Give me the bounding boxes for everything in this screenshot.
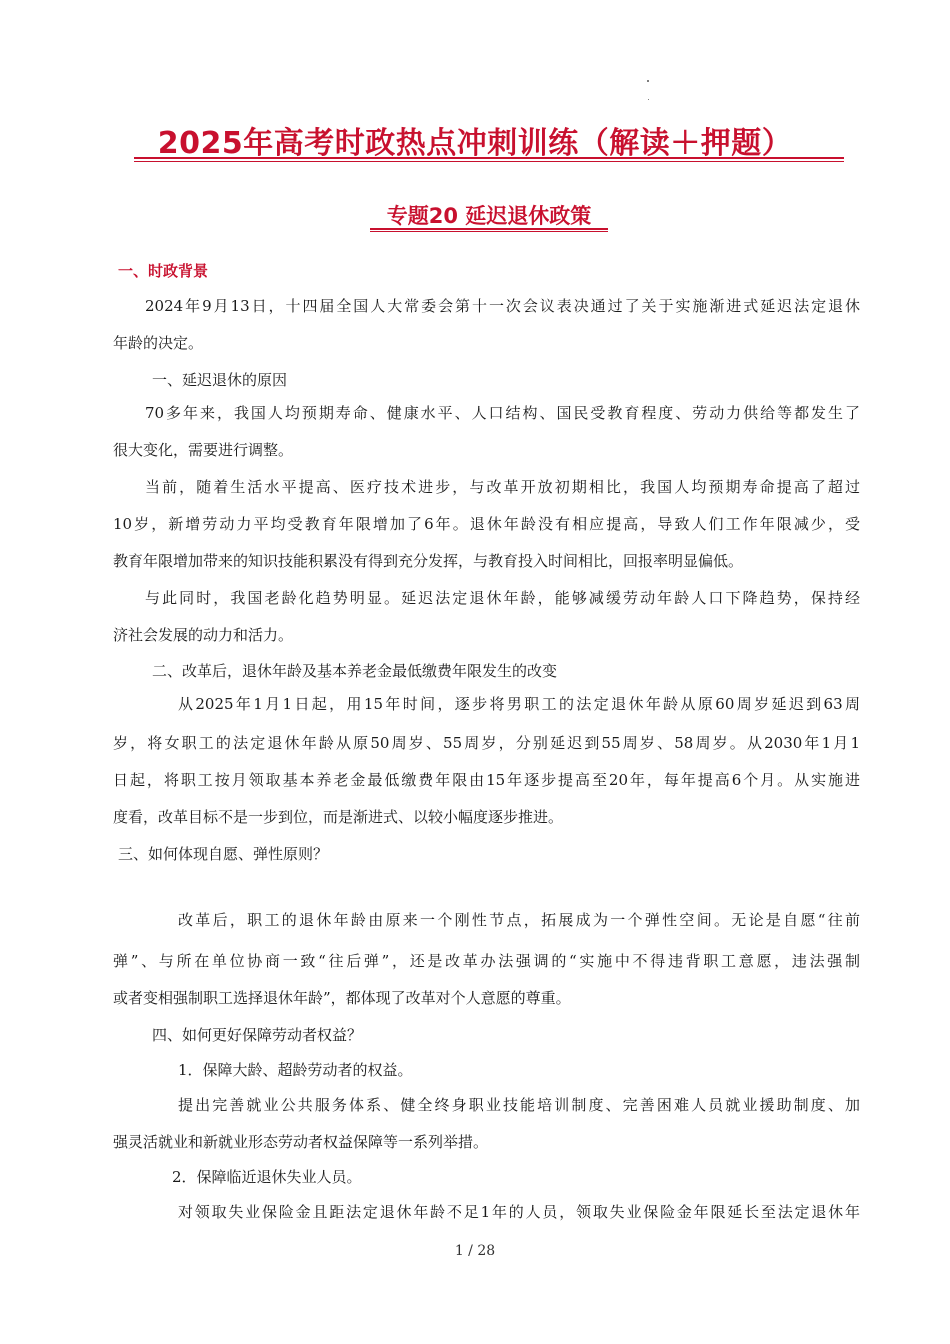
page-number: 1 / 28 [454, 1243, 496, 1259]
title-underline [134, 161, 844, 162]
subsection-heading: 一、延迟退休的原因 [152, 371, 288, 389]
body-line: 很大变化，需要进行调整。 [113, 441, 294, 459]
body-line: 从2025年1月1日起，用15年时间，逐步将男职工的法定退休年龄从原60周岁延迟到63周 [178, 695, 860, 713]
subtitle-underline [370, 228, 608, 230]
document-title: 2025年高考时政热点冲刺训练（解读＋押题） [157, 126, 793, 161]
body-line: 或者变相强制职工选择退休年龄”，都体现了改革对个人意愿的尊重。 [113, 989, 571, 1007]
body-line: 日起，将职工按月领取基本养老金最低缴费年限由15年逐步提高至20年，每年提高6个月。从实施进 [113, 771, 860, 789]
body-line: 2024年9月13日，十四届全国人大常委会第十一次会议表决通过了关于实施渐进式延迟法定退休 [145, 297, 860, 315]
scan-speck [648, 99, 649, 100]
body-line: 提出完善就业公共服务体系、健全终身职业技能培训制度、完善困难人员就业援助制度、加 [178, 1096, 860, 1114]
body-line: 教育年限增加带来的知识技能积累没有得到充分发挥，与教育投入时间相比，回报率明显偏低。 [113, 552, 744, 570]
subsection-heading: 二、改革后，退休年龄及基本养老金最低缴费年限发生的改变 [152, 662, 558, 680]
body-line: 度看，改革目标不是一步到位，而是渐进式、以较小幅度逐步推进。 [113, 808, 564, 826]
title-underline [134, 157, 844, 159]
list-item-heading: 2．保障临近退休失业人员。 [172, 1168, 362, 1186]
section-heading: 一、时政背景 [118, 262, 209, 280]
body-line: 与此同时，我国老龄化趋势明显。延迟法定退休年龄，能够减缓劳动年龄人口下降趋势，保持经 [145, 589, 860, 607]
body-line: 弹”、与所在单位协商一致“往后弹”，还是改革办法强调的“实施中不得违背职工意愿，违法强制 [113, 952, 860, 970]
list-item-heading: 1．保障大龄、超龄劳动者的权益。 [178, 1061, 413, 1079]
subtitle-underline [370, 231, 608, 232]
body-line: 当前，随着生活水平提高、医疗技术进步，与改革开放初期相比，我国人均预期寿命提高了超过 [145, 478, 860, 496]
body-line: 10岁，新增劳动力平均受教育年限增加了6年。退休年龄没有相应提高，导致人们工作年限减少，受 [113, 515, 860, 533]
body-line: 改革后，职工的退休年龄由原来一个刚性节点，拓展成为一个弹性空间。无论是自愿“往前 [178, 911, 860, 929]
body-line: 强灵活就业和新就业形态劳动者权益保障等一系列举措。 [113, 1133, 489, 1151]
body-line: 70多年来，我国人均预期寿命、健康水平、人口结构、国民受教育程度、劳动力供给等都发生了 [145, 404, 860, 422]
body-line: 对领取失业保险金且距法定退休年龄不足1年的人员，领取失业保险金年限延长至法定退休年 [178, 1203, 860, 1221]
scan-speck [647, 80, 649, 82]
body-line: 岁，将女职工的法定退休年龄从原50周岁、55周岁，分别延迟到55周岁、58周岁。从2030年1月1 [113, 734, 860, 752]
document-subtitle: 专题20 延迟退休政策 [386, 204, 592, 228]
subsection-heading: 三、如何体现自愿、弹性原则？ [118, 845, 329, 863]
subsection-heading: 四、如何更好保障劳动者权益？ [152, 1026, 363, 1044]
body-line: 年龄的决定。 [113, 334, 204, 352]
body-line: 济社会发展的动力和活力。 [113, 626, 294, 644]
